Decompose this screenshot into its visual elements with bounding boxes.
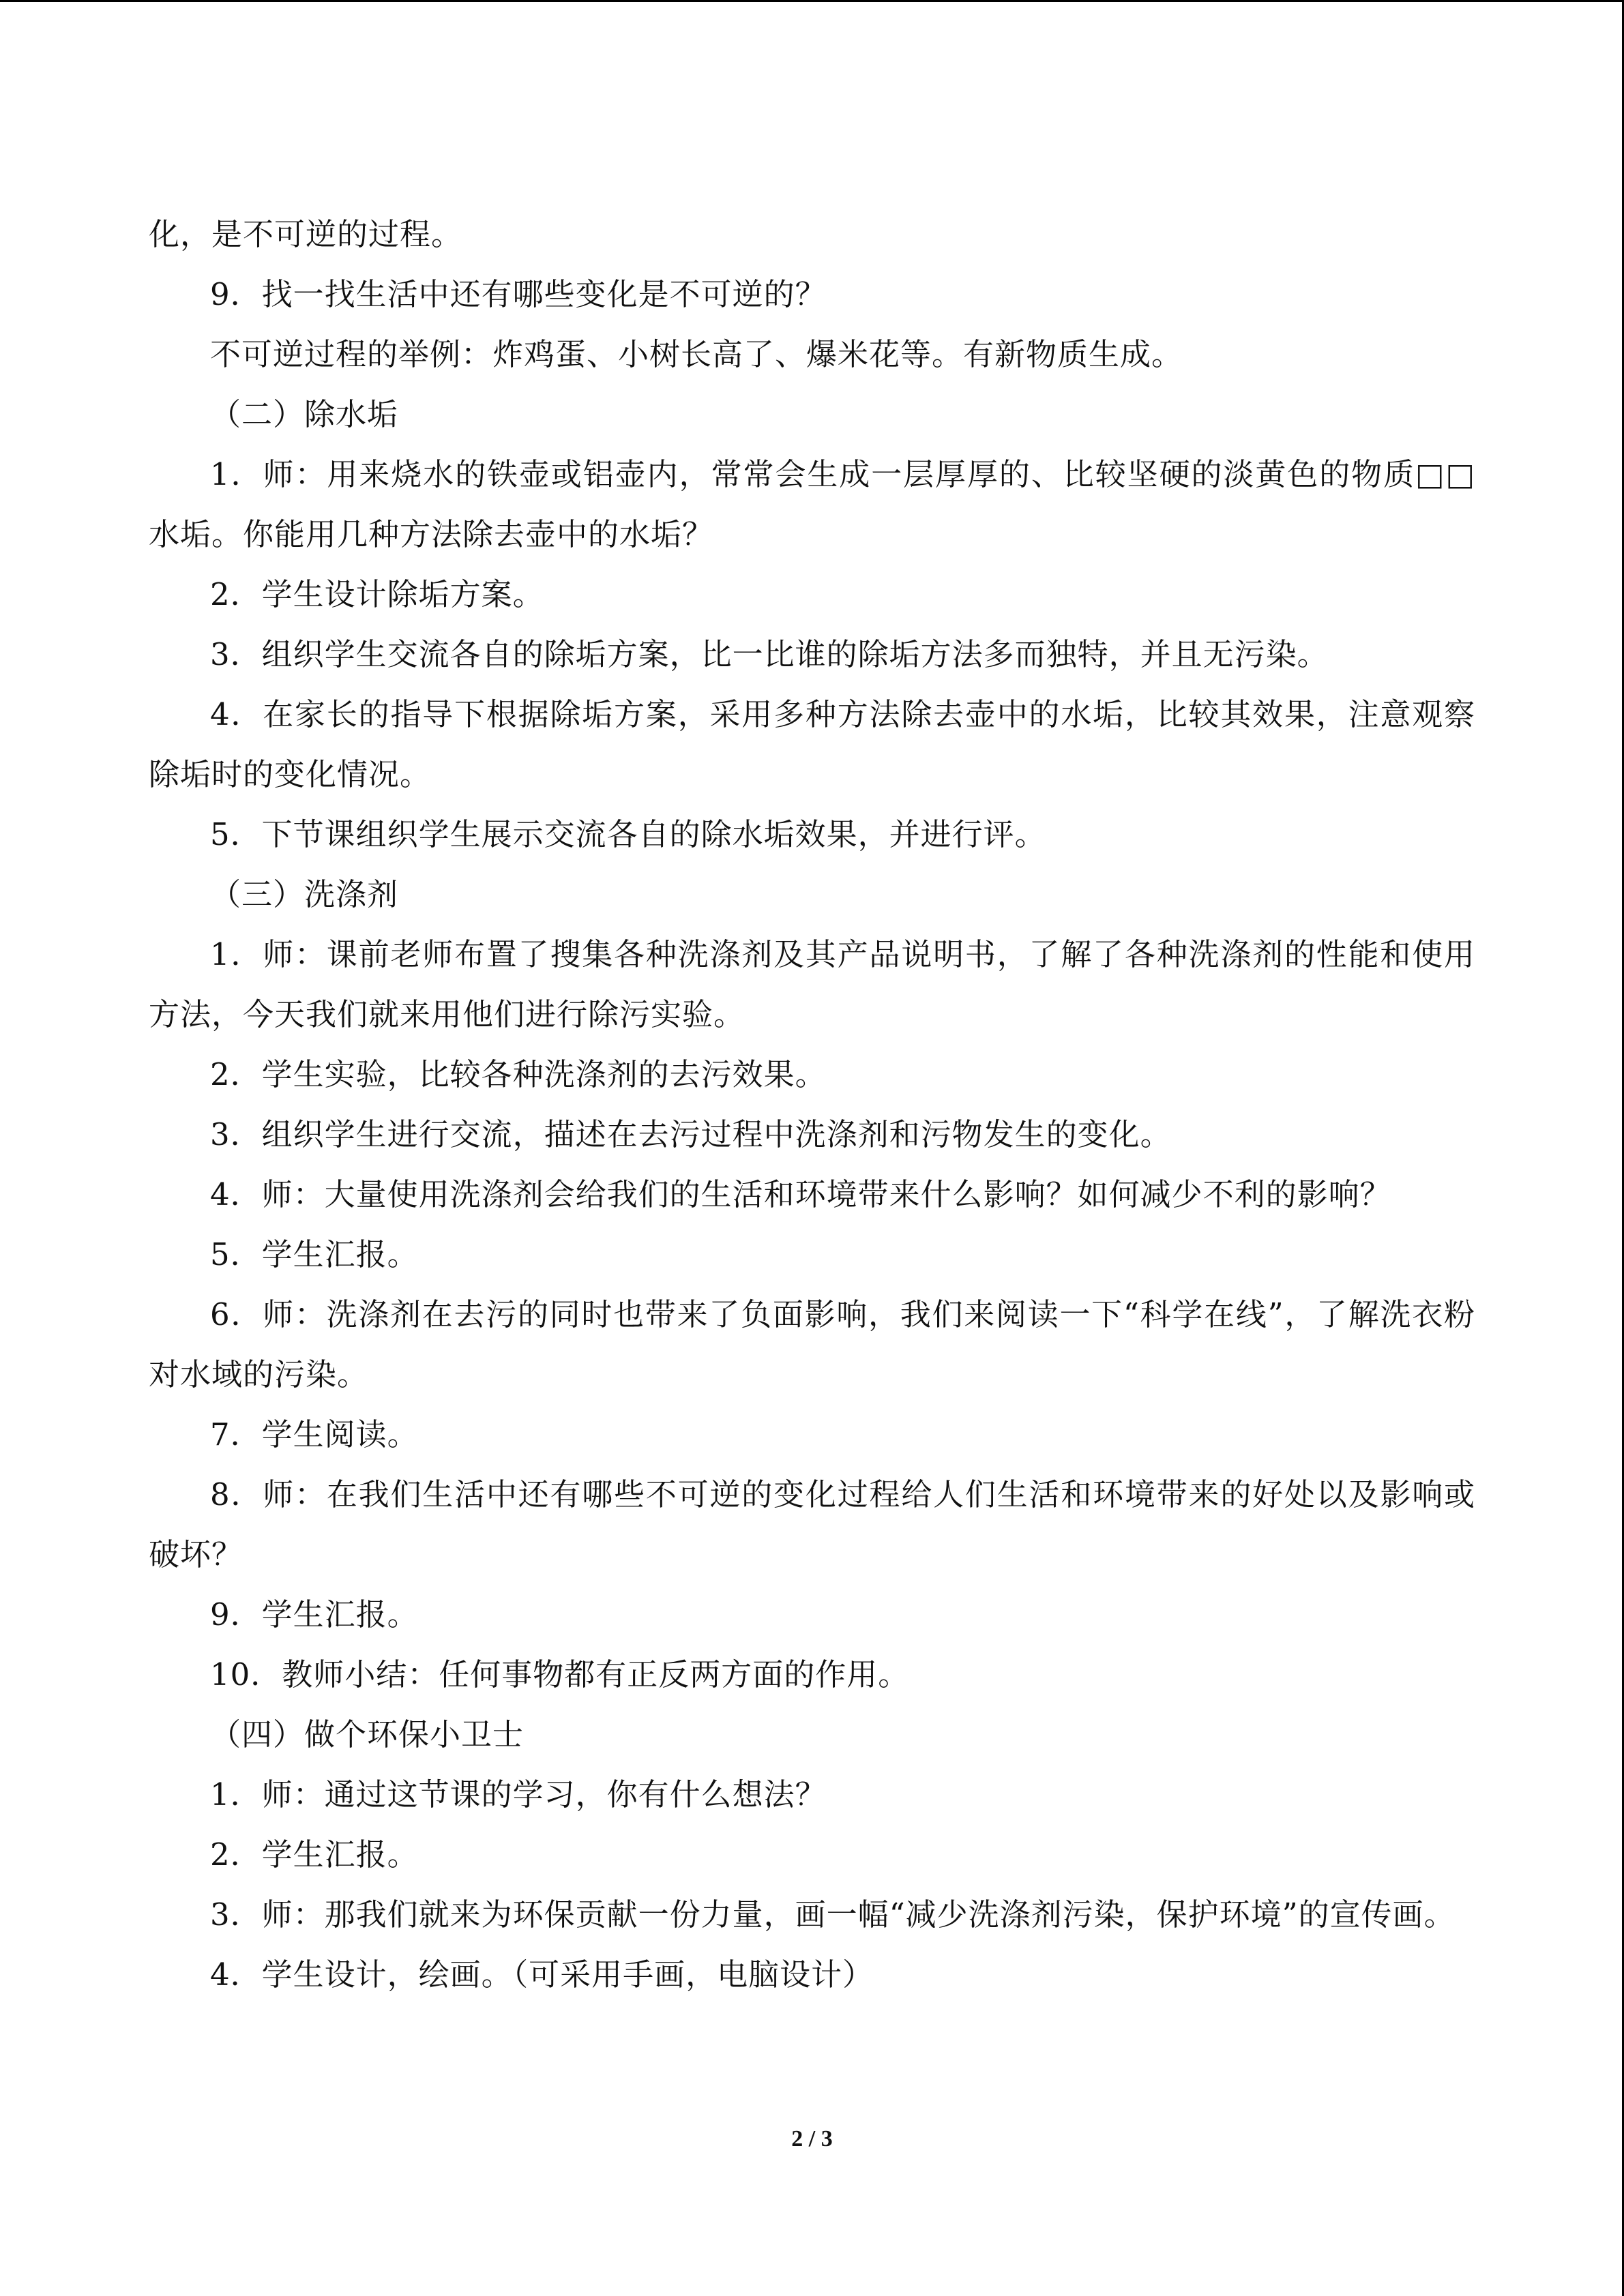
paragraph: 4．在家长的指导下根据除垢方案，采用多种方法除去壶中的水垢，比较其效果，注意观察除垢时的变化情况。	[149, 696, 1475, 792]
document-body	[149, 205, 1475, 2005]
paragraph: 2．学生设计除垢方案。	[210, 576, 544, 612]
paragraph: 化，是不可逆的过程。	[149, 216, 463, 252]
paragraph: 6．师：洗涤剂在去污的同时也带来了负面影响，我们来阅读一下“科学在线”，了解洗衣粉对水域的污染。	[149, 1296, 1475, 1392]
paragraph: 4．学生设计，绘画。（可采用手画，电脑设计）	[210, 1956, 874, 1993]
paragraph: 9．学生汇报。	[210, 1596, 419, 1632]
section-heading: （二）除水垢	[210, 396, 399, 432]
paragraph: 1．师：通过这节课的学习，你有什么想法？	[210, 1776, 827, 1813]
paragraph: 9．找一找生活中还有哪些变化是不可逆的？	[210, 276, 827, 312]
paragraph: 7．学生阅读。	[210, 1416, 419, 1452]
paragraph: 3．组织学生进行交流，描述在去污过程中洗涤剂和污物发生的变化。	[210, 1116, 1172, 1152]
paragraph: 1．师：课前老师布置了搜集各种洗涤剂及其产品说明书，了解了各种洗涤剂的性能和使用方法，今天我们就来用他们进行除污实验。	[149, 936, 1475, 1032]
paragraph: 1．师：用来烧水的铁壶或铝壶内，常常会生成一层厚厚的、比较坚硬的淡黄色的物质□□水垢。你能用几种方法除去壶中的水垢？	[149, 456, 1475, 552]
paragraph: 3．师：那我们就来为环保贡献一份力量，画一幅“减少洗涤剂污染，保护环境”的宣传画。	[210, 1896, 1456, 1933]
paragraph: 10．教师小结：任何事物都有正反两方面的作用。	[210, 1656, 910, 1693]
page-number: 2 / 3	[791, 2126, 833, 2151]
paragraph: 2．学生汇报。	[210, 1836, 419, 1873]
paragraph: 5．下节课组织学生展示交流各自的除水垢效果，并进行评。	[210, 816, 1046, 852]
paragraph: 2．学生实验，比较各种洗涤剂的去污效果。	[210, 1056, 827, 1092]
section-heading: （四）做个环保小卫士	[210, 1716, 525, 1753]
page-top-border	[0, 0, 1624, 2]
paragraph: 不可逆过程的举例：炸鸡蛋、小树长高了、爆米花等。有新物质生成。	[210, 336, 1183, 372]
section-heading: （三）洗涤剂	[210, 876, 399, 912]
paragraph: 4．师：大量使用洗涤剂会给我们的生活和环境带来什么影响？如何减少不利的影响？	[210, 1176, 1391, 1212]
paragraph: 5．学生汇报。	[210, 1236, 419, 1272]
paragraph: 3．组织学生交流各自的除垢方案，比一比谁的除垢方法多而独特，并且无污染。	[210, 636, 1329, 672]
paragraph: 8．师：在我们生活中还有哪些不可逆的变化过程给人们生活和环境带来的好处以及影响或破坏？	[149, 1476, 1475, 1572]
